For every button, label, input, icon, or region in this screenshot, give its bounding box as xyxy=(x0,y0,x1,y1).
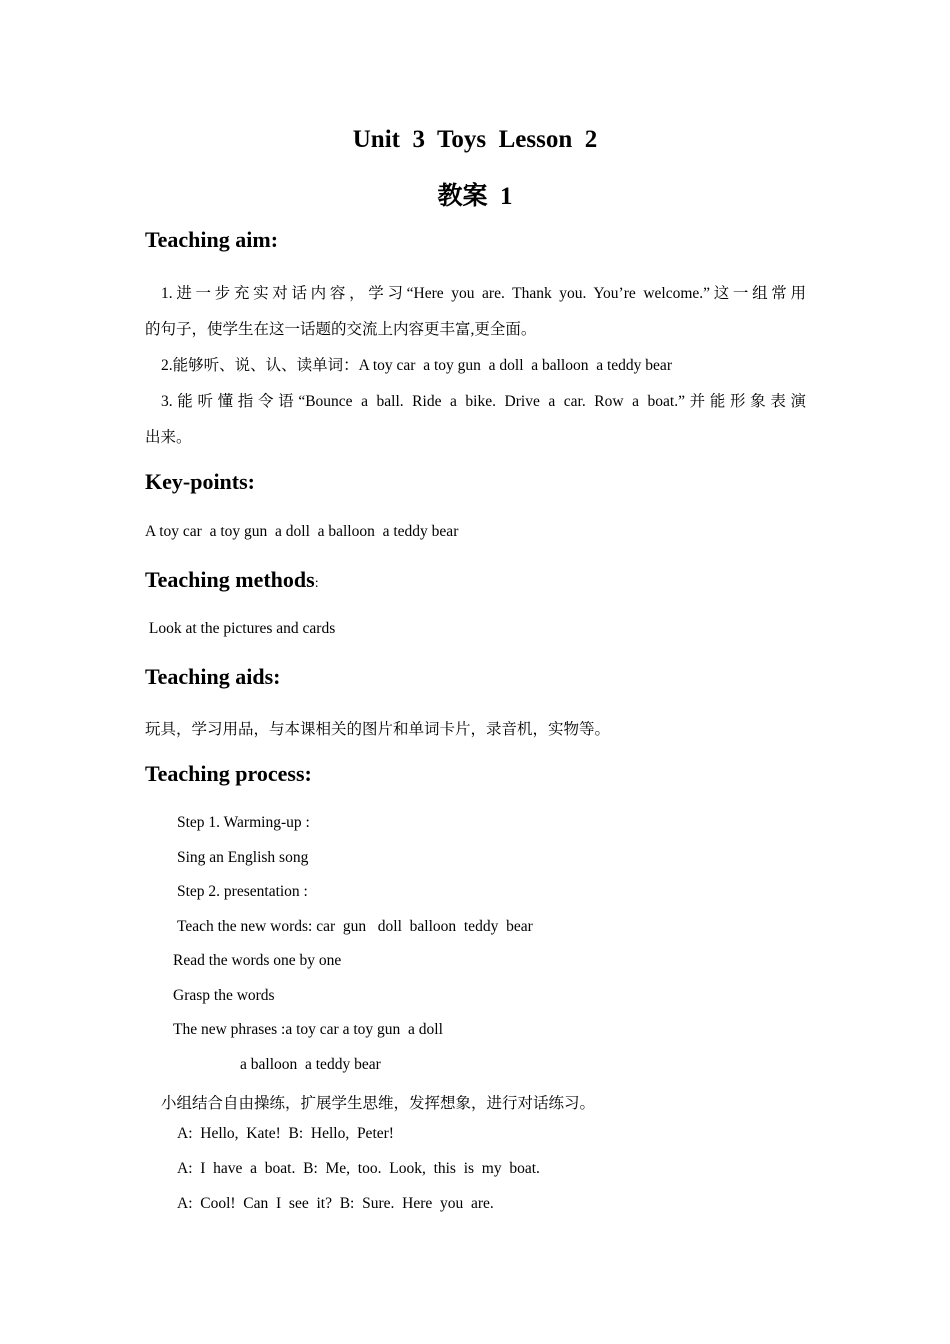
teaching-aim-item-3: 3.能听懂指令语“Bounce a ball. Ride a bike. Drive a car. Row a boat.”并能形象表演 xyxy=(161,393,806,410)
teaching-methods-heading xyxy=(145,567,319,593)
document-subtitle: 教案 1 xyxy=(437,183,513,210)
document-title: Unit 3 Toys Lesson 2 xyxy=(352,126,598,153)
key-points-text: A toy car a toy gun a doll a balloon a teddy bear xyxy=(145,523,459,540)
teaching-aim-item-2: 2.能够听、说、认、读单词：A toy car a toy gun a doll a balloon a teddy bear xyxy=(161,357,672,374)
teaching-aids-heading: Teaching aids: xyxy=(145,664,281,689)
key-points-heading: Key-points: xyxy=(145,469,255,494)
dialogue-line-3: A: Cool! Can I see it? B: Sure. Here you are. xyxy=(177,1195,494,1212)
process-grasp-words: Grasp the words xyxy=(173,987,275,1004)
teaching-aim-item-1-cont: 的句子，使学生在这一话题的交流上内容更丰富,更全面。 xyxy=(145,321,537,338)
process-step-1: Step 1. Warming-up : xyxy=(177,814,310,831)
teaching-aim-item-1: 1.进一步充实对话内容，学习“Here you are. Thank you. You’re welcome.”这一组常用 xyxy=(161,285,806,302)
process-new-phrases-cont: a balloon a teddy bear xyxy=(240,1056,381,1073)
process-step-2: Step 2. presentation : xyxy=(177,883,308,900)
dialogue-line-2: A: I have a boat. B: Me, too. Look, this is my boat. xyxy=(177,1160,540,1177)
process-read-words: Read the words one by one xyxy=(173,952,342,969)
process-group-practice: 小组结合自由操练，扩展学生思维，发挥想象，进行对话练习。 xyxy=(161,1095,596,1112)
teaching-aim-heading: Teaching aim: xyxy=(145,227,279,252)
teaching-process-heading: Teaching process: xyxy=(145,761,312,786)
teaching-methods-heading-text: Teaching methods xyxy=(145,567,315,592)
process-new-phrases: The new phrases :a toy car a toy gun a doll xyxy=(173,1021,443,1038)
teaching-methods-text: Look at the pictures and cards xyxy=(145,620,336,637)
teaching-methods-heading-colon: : xyxy=(314,576,319,591)
teaching-aids-text: 玩具，学习用品，与本课相关的图片和单词卡片，录音机，实物等。 xyxy=(145,721,611,738)
process-new-words: Teach the new words: car gun doll balloon teddy bear xyxy=(177,918,533,935)
dialogue-line-1: A: Hello, Kate! B: Hello, Peter! xyxy=(177,1125,394,1142)
teaching-aim-item-3-cont: 出来。 xyxy=(145,429,192,446)
process-step-1-activity: Sing an English song xyxy=(177,849,309,866)
